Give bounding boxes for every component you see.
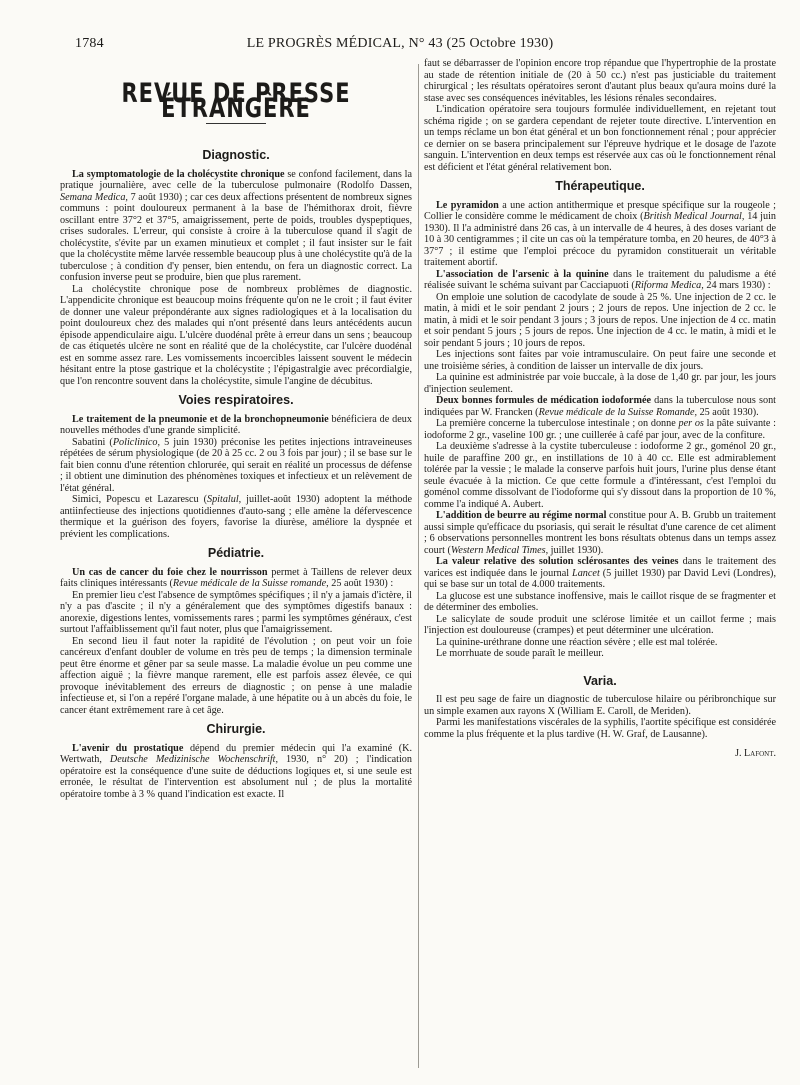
paragraph: Le morrhuate de soude paraît le meilleur. <box>436 648 604 659</box>
source-citation: Revue médicale de la Suisse romande, <box>172 578 329 589</box>
paragraph: La quinine est administrée par voie buccale, à la dose de 1,40 gr. par jour, les jours d'injection seulement. <box>424 372 776 395</box>
paragraph <box>424 200 776 269</box>
source-citation: Spitalul, <box>206 494 242 505</box>
page-header <box>75 34 725 54</box>
text: dans le traitement des varices est indiquée dans le journal <box>424 556 776 579</box>
source-citation: Lancet <box>572 567 600 579</box>
text: Simici, Popescu et Lazarescu ( <box>72 494 207 505</box>
text: 5 juin 1930) préconise les petites injections intraveineuses répétées de sérum physiologique (de 20 à 25 cc. 2 ou 3 fois par jour) ; il se base sur le fait bien connu d'une rétention chlorurée, qui serait en réalité un processus de défense ; il obtient une diminution des phénomènes toxiques et infectieux et un relèvement de l'état général. <box>60 436 412 494</box>
source-citation: Riforma Medica, <box>634 280 704 291</box>
text: 25 août 1930). <box>697 406 759 418</box>
section-heading-pediatrie: Pédiatrie. <box>207 546 265 560</box>
paragraph: L'indication opératoire sera toujours formulée individuellement, en rejetant tout schéma rigide ; on se gardera cependant de rejeter toute directive. L'intervention en un temps réclame un bon état général et un bon fonctionnement rénal ; pour apprécier ce dernier on se basera principalement sur l'épreuve hydrique et le dosage de l'azote sanguin. L'intervention en deux temps est réservée aux cas où le fonctionnement rénal est déficient et l'état général relativement bon. <box>424 104 776 173</box>
section-heading-voies: Voies respiratoires. <box>178 393 294 407</box>
lead-phrase: La valeur relative des solution sclérosantes des veines <box>436 556 679 567</box>
right-column <box>424 58 776 1078</box>
text: 24 mars 1930) : <box>703 280 771 291</box>
latin-phrase: per os <box>678 418 704 429</box>
lead-phrase: Un cas de cancer du foie chez le nourrisson <box>72 566 268 578</box>
running-title: LE PROGRÈS MÉDICAL, N° 43 (25 Octobre 1930) <box>246 36 554 51</box>
section-heading-chirurgie: Chirurgie. <box>206 722 266 736</box>
paragraph: Le salicylate de soude produit une sclérose limitée et un caillot ferme ; mais l'injection est douloureuse (crampes) et peut déterminer une ulcération. <box>424 613 776 636</box>
text: La première concerne la tuberculose intestinale ; on donne <box>436 418 679 429</box>
paragraph <box>424 395 776 418</box>
lead-phrase: L'avenir du prostatique <box>72 742 184 754</box>
paragraph: faut se débarrasser de l'opinion encore trop répandue que l'hypertrophie de la prostate au stade de rétention initiale de (20 à 50 cc.) n'est pas justiciable du traitement chirurgical ; les résultats opératoires seront d'autant plus beaux qu'aura moins duré la stase avec ses conséquences inévitables, les lésions rénales secondaires. <box>424 58 776 104</box>
section-heading-diagnostic: Diagnostic. <box>202 148 270 162</box>
paragraph: La quinine-uréthrane donne une réaction sévère ; elle est mal tolérée. <box>436 636 718 648</box>
paragraph <box>60 437 412 495</box>
column-divider <box>418 64 419 1068</box>
page-number: 1784 <box>75 36 104 51</box>
paragraph: Les injections sont faites par voie intramusculaire. On peut faire une seconde et une troisième séries, à condition de laisser un intervalle de dix jours. <box>424 349 776 372</box>
text: permet à Taillens de relever deux faits cliniques intéressants ( <box>60 566 412 589</box>
text: a une action antithermique et presque spécifique sur la rougeole ; Collier le considère comme le médicament de choix ( <box>424 199 776 222</box>
paragraph <box>60 743 412 801</box>
text: constitue pour A. B. Grubb un traitement aussi simple qu'efficace du psoriasis, qui serait le résultat d'une carence de cet aliment ; 6 observations personnelles montrent les bons résultats obtenus dans un temps assez court ( <box>424 510 776 556</box>
lead-phrase: Le pyramidon <box>436 199 499 211</box>
paragraph <box>60 169 412 284</box>
lead-phrase: L'association de l'arsenic à la quinine <box>436 268 609 280</box>
paragraph <box>60 414 412 437</box>
left-column <box>60 58 412 1078</box>
text: se confond facilement, dans la pratique journalière, avec celle de la tuberculose pulmonaire (Rodolfo Dassen, <box>60 168 412 191</box>
review-title: REVUE DE PRESSE ÉTRANGÈRE <box>121 78 351 123</box>
paragraph: On emploie une solution de cacodylate de soude à 25 %. Une injection de 2 cc. le matin, à midi et le soir pendant 2 jours ; 2 jours de repos. Une injection de 2 cc. le matin, à midi et le soir pendant 3 jours ; 3 jours de repos. Une injection de 4 cc. matin et soir pendant 5 jours ; 5 jours de repos. Une injection de 4 cc. le matin, à midi et le soir pendant 5 jours ; 10 jours de repos. <box>424 291 776 349</box>
lead-phrase: Deux bonnes formules de médication iodoformée <box>436 395 651 406</box>
paragraph <box>424 556 776 591</box>
section-heading-varia: Varia. <box>583 673 617 688</box>
title-rule <box>206 123 266 124</box>
source-citation: Revue médicale de la Suisse Romande, <box>538 406 698 418</box>
paragraph: En premier lieu c'est l'absence de symptômes spécifiques ; il n'y a jamais d'ictère, il n'y a pas d'ascite ; il n'y a généralement que des symptômes digestifs banaux : anorexie, digestions lentes, vomissements rares ; parmi les symptômes généraux, c'est surtout l'affaiblissement qu'il faut noter, plus que l'amaigrissement. <box>60 589 412 635</box>
text: 25 août 1930) : <box>328 578 394 589</box>
lead-phrase: Le traitement de la pneumonie et de la bronchopneumonie <box>72 413 329 425</box>
paragraph: La glucose est une substance inoffensive, mais le caillot risque de se fragmenter et de déterminer des embolies. <box>424 590 776 613</box>
text: la pâte suivante : iodoforme 2 gr., vaseline 100 gr. ; une cuillerée à café par jour, avec de la confiture. <box>424 418 776 441</box>
text: dans le traitement du paludisme a été réalisée suivant le schéma suivant par Cacciapuoti ( <box>424 268 776 291</box>
source-citation: British Medical Journal, <box>643 211 745 222</box>
text: 14 juin 1930). Il l'a administré dans 26 cas, à un intervalle de 4 heures, à des doses variant de 10 à 30 centigrammes ; il cite un cas où la température tomba, en 20 heures, de 40°3 à 37°7 ; il estime que l'emploi précoce du pyramidon constituerait un véritable traitement abortif. <box>424 211 776 268</box>
paragraph <box>424 269 776 292</box>
lead-phrase: L'addition de beurre au régime normal <box>436 510 607 521</box>
text: juillet 1930). <box>548 544 604 556</box>
text: dépend du premier médecin qui l'a examiné (K. Wertwath, <box>60 742 412 765</box>
lead-phrase: La symptomatologie de la cholécystite chronique <box>72 168 285 180</box>
text: 7 août 1930) ; car ces deux affections présentent de nombreux signes communs : point douloureux permanent à la base de l'hémithorax droit, fièvre oscillant entre 37°2 et 37°5, amaigrissement, perte de poids, troubles dyspeptiques, crises sudorales. L'erreur, qui consiste à croire à la tuberculose quand il s'agit de cholécystite, s'évite par un examen minutieux et complet ; il faut insister sur le fait que la cholécystite même larvée ressemble beaucoup plus à une cholécystite qu'à de la tuberculose ; à condition d'y penser, bien entendu, on fera un diagnostic correct. La confusion inverse peut se produire, bien que plus rarement. <box>60 191 412 283</box>
author-signature: J. Lafont. <box>735 748 776 759</box>
paragraph: La deuxième s'adresse à la cystite tuberculeuse : iodoforme 2 gr., goménol 20 gr., huile de paraffine 200 gr., en instillations de 10 à 40 cc. Elle est admirablement tolérée par la vessie ; le malade la conserve parfois huit jours, l'urine plus dense étant seule évacuée à la miction. Ce que cette formule a d'intéressant, c'est l'emploi du goménol comme dissolvant de l'iodoforme qui s'y dissout dans la proportion de 10 %, comme l'a indiqué A. Aubert. <box>424 441 776 510</box>
paragraph <box>60 567 412 590</box>
paragraph: Parmi les manifestations viscérales de la syphilis, l'aortite spécifique est considérée comme la plus fréquente et la plus tardive (H. W. Graf, de Lausanne). <box>424 717 776 740</box>
text: (5 juillet 1930) par David Levi (Londres), qui se base sur un total de 4.000 traitements. <box>424 567 776 590</box>
source-citation: Semana Medica, <box>60 191 128 203</box>
paragraph: Il est peu sage de faire un diagnostic de tuberculose hilaire ou péribronchique sur un simple examen aux rayons X (William E. Caroll, de Meriden). <box>424 694 776 717</box>
paragraph: La cholécystite chronique pose de nombreux problèmes de diagnostic. L'appendicite chronique est beaucoup moins fréquente qu'on ne le croit ; il faut éviter de donner une valeur prépondérante aux signes radiologiques et à la localisation du point douloureux chez des malades qui n'ont présenté dans leurs antécédents aucun épisode appendiculaire aigu. L'ulcère duodénal prête à erreur dans un sens ; beaucoup de cas étiquetés ulcère ne sont en réalité que de la cholécystite, car l'ulcère duodénal est en somme assez rare. Les vomissements incoercibles laissent souvent le médecin hésitant entre la ptose gastrique et la cholécystite ; l'épigastralgie avec précordialgie, que l'on rencontre souvent dans la cholécystite, simule l'angine de décubitus. <box>60 283 412 387</box>
source-citation: Deutsche Medizinische Wochenschrift, <box>109 754 279 765</box>
paragraph <box>424 418 776 441</box>
paragraph: En second lieu il faut noter la rapidité de l'évolution ; on peut voir un foie cancéreux d'enfant doubler de volume en très peu de temps ; la dimension terminale peut être énorme et gêner par sa seule masse. La maladie évolue un peu comme une affection aiguë ; la fièvre manque rarement, elle est parfois assez élevée, ce qui provoque inévitablement des erreurs de diagnostic ; on pense à une maladie infectieuse et, si l'on a repéré l'organe malade, à une hépatite ou à un abcès du foie, le cancer étant extrêmement rare à cet âge. <box>60 635 412 716</box>
text: juillet-août 1930) adoptent la méthode antiinfectieuse des injections quotidiennes d'auto-sang ; elle amène la défervescence thermique et la guérison des foyers, favorise la diurèse, améliore la dyspnée et prévient les complications. <box>60 494 412 540</box>
source-citation: Western Medical Times, <box>450 544 549 556</box>
paragraph <box>60 494 412 540</box>
text: bénéficiera de deux nouvelles méthodes d'une grande simplicité. <box>60 413 412 436</box>
source-citation: Policlinico, <box>112 436 161 448</box>
text: dans la tuberculose nous sont indiquées par W. Francken ( <box>424 395 776 418</box>
text: 1930, n° 20) ; l'indication opératoire est la conséquence d'une suite de déductions logiques et, si une seule est erronée, le résultat de l'intervention est absolument nul ; de plus la mortalité opératoire tombe à 3 % quand l'indication est exacte. Il <box>60 754 412 800</box>
paragraph <box>424 510 776 556</box>
text: Sabatini ( <box>72 436 113 448</box>
section-heading-therapeutique: Thérapeutique. <box>555 179 645 193</box>
